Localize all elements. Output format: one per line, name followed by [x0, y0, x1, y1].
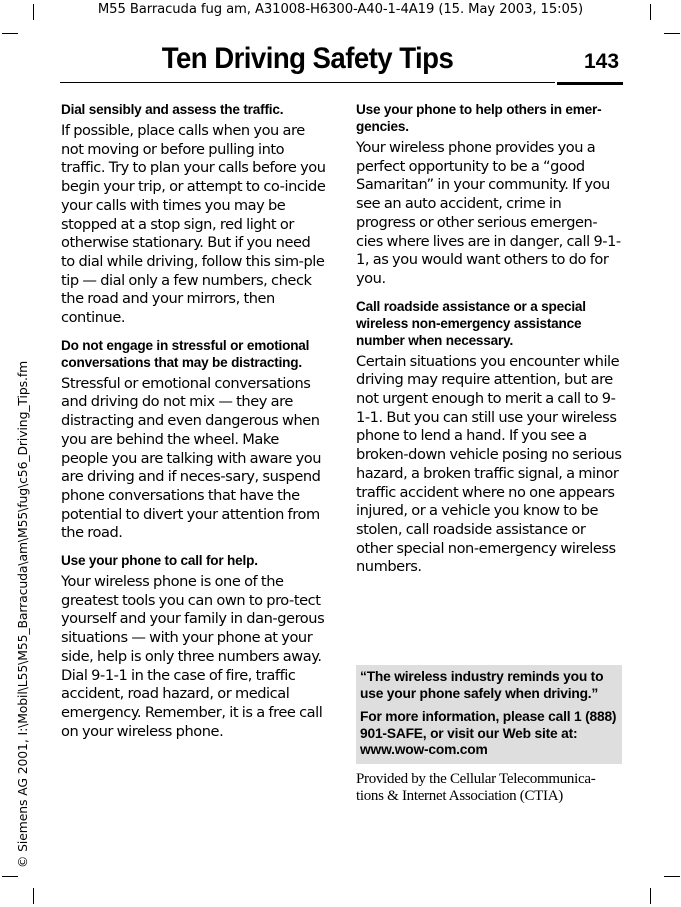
- tip-section: [356, 101, 622, 289]
- tip-body: Your wireless phone is one of the greatest tools you can own to pro-tect yourself and your family in dan-gerous situations — with your phone at your side, help is only three numbers away. Dial 9-1-1 in the case of fire, traffic accident, road hazard, or medical emergency. Remember, it is a free call on your wireless phone.: [61, 573, 325, 740]
- ctia-credit: Provided by the Cellular Telecommunica-tions & Internet Association (CTIA): [356, 771, 596, 804]
- tip-heading: Use your phone to call for help.: [61, 553, 258, 569]
- left-column: [61, 101, 327, 750]
- tip-heading: Use your phone to help others in emer-gencies.: [356, 102, 602, 134]
- crop-mark: [664, 33, 680, 34]
- crop-mark: [33, 888, 34, 904]
- crop-mark: [664, 876, 680, 877]
- crop-mark: [2, 876, 18, 877]
- notice-quote: “The wireless industry reminds you to use your phone safely when driving.”: [360, 669, 604, 701]
- tip-heading: Do not engage in stressful or emotional conversations that may be distracting.: [61, 337, 310, 370]
- notice-more-info: For more information, please call 1 (888) 901-SAFE, or visit our Web site at: www.wow-com.com: [360, 709, 617, 758]
- crop-mark: [2, 33, 18, 34]
- crop-mark: [650, 888, 651, 904]
- title-rule: [60, 82, 555, 83]
- tip-section: [356, 298, 622, 577]
- tip-body: Certain situations you encounter while driving may require attention, but are not urgent enough to merit a call to 9-1-1. But you can still use your wireless phone to lend a hand. If you see a broken-down vehicle posing no serious hazard, a broken traffic signal, a minor traffic accident where no one appears injured, or a vehicle you know to be stolen, call roadside assistance or other special non-emergency wireless numbers.: [356, 352, 622, 576]
- document-info-header: M55 Barracuda fug am, A31008-H6300-A40-1-4A19 (15. May 2003, 15:05): [97, 2, 584, 17]
- tip-body: If possible, place calls when you are not moving or before pulling into traffic. Try to plan your calls before you begin your trip, or attempt to co-incide your calls with times you may be stopped at a stop sign, red light or otherwise stationary. But if you need to dial while driving, follow this sim-ple tip — dial only a few numbers, check the road and your mirrors, then continue.: [61, 122, 326, 327]
- page-title: Ten Driving Safety Tips: [161, 42, 454, 75]
- tip-body: Your wireless phone provides you a perfect opportunity to be a “good Samaritan” in your community. If you see an auto accident, crime in progress or other serious emergen-cies where lives are in danger, call 9-1-1, as you would want others to do for you.: [356, 139, 621, 287]
- tip-section: [61, 101, 327, 328]
- tip-section: [61, 337, 327, 543]
- copyright-path: © Siemens AG 2001, I:\Mobil\L55\M55_Barracuda\am\M55\fug\c56_Driving_Tips.fm: [15, 360, 30, 868]
- tip-section: [61, 552, 327, 741]
- tip-heading: Call roadside assistance or a special wireless non-emergency assistance number when necessary.: [356, 298, 586, 348]
- tip-heading: Dial sensibly and assess the traffic.: [61, 102, 284, 117]
- safety-notice-box: [356, 665, 622, 764]
- right-column: [356, 101, 622, 586]
- tip-body: Stressful or emotional conversations and driving do not mix — they are distracting and even dangerous when you are behind the wheel. Make people you are talking with aware you are driving and if neces-sary, suspend phone conversations that have the potential to divert your attention from the road.: [61, 374, 322, 542]
- page-number-rule: [557, 82, 623, 85]
- page-number: 143: [584, 50, 620, 73]
